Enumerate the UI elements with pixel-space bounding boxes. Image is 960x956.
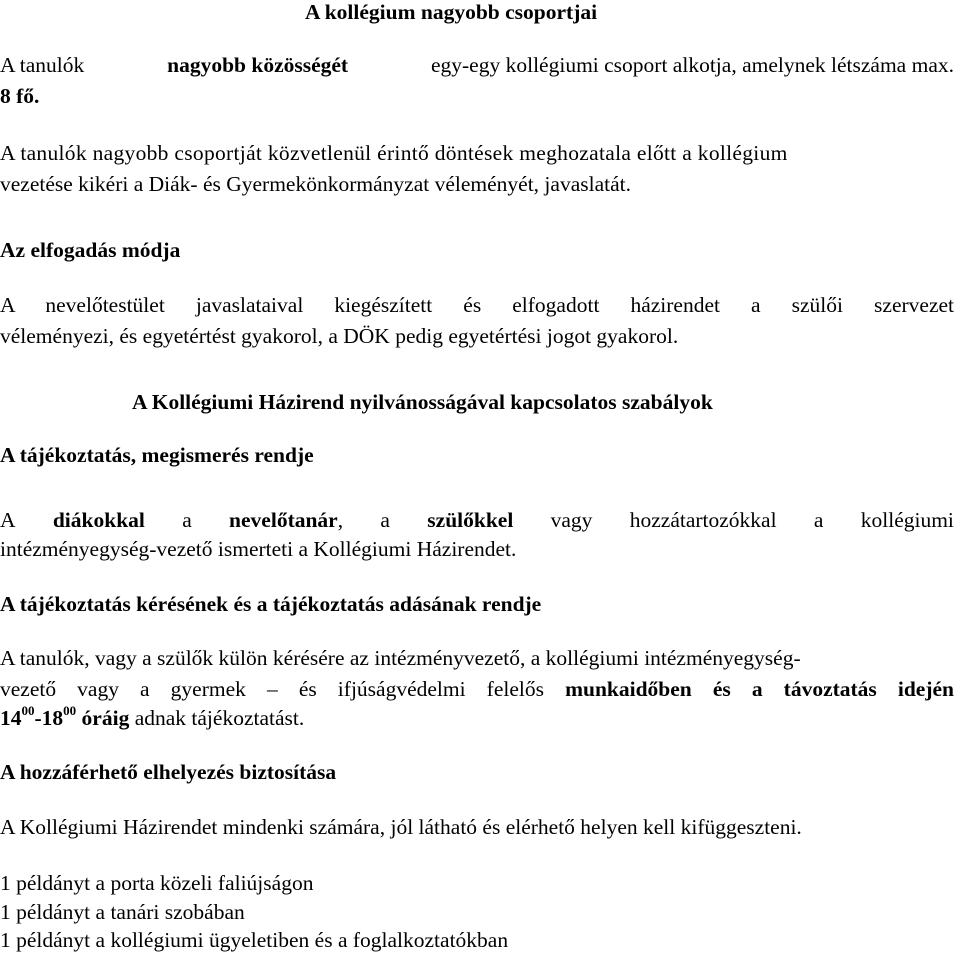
text: hozzátartozókkal — [629, 508, 777, 532]
heading-hozzaferheto: A hozzáférhető elhelyezés biztosítása — [0, 760, 337, 784]
text: a — [380, 508, 390, 532]
paragraph-line: vezetése kikéri a Diák- és Gyermekönkormányzat véleményét, javaslatát. — [0, 172, 631, 196]
text: kollégiumi — [860, 508, 954, 532]
text: vezető vagy a gyermek – és ifjúságvédelmi felelős — [0, 677, 544, 701]
bold-text: nagyobb közösségét — [167, 53, 349, 77]
text: adnak tájékoztatást. — [129, 706, 305, 730]
heading-tajekoztatas-keres: A tájékoztatás kérésének és a tájékoztatás adásának rendje — [0, 592, 542, 616]
text: A — [0, 508, 16, 532]
bold-text: szülőkkel — [427, 508, 514, 532]
bold-text: munkaidőben és a távoztatás idején — [565, 677, 955, 701]
bold-text: -18 — [34, 706, 64, 730]
bold-text: diákokkal — [52, 508, 145, 532]
paragraph-line — [0, 138, 954, 169]
superscript: 00 — [63, 702, 77, 718]
bold-text: óráig — [76, 706, 130, 730]
list-item: 1 példányt a tanári szobában — [0, 900, 245, 924]
text: A tanulók nagyobb csoportját közvetlenül érintő döntések meghozatala előtt a kollégium — [0, 141, 788, 165]
paragraph-line: intézményegység-vezető ismerteti a Kollégiumi Házirendet. — [0, 537, 517, 561]
paragraph-line: A nevelőtestület javaslataival kiegészített és elfogadott házirendet a szülői szervezet — [0, 293, 954, 317]
text: egy-egy kollégiumi csoport alkotja, amelynek létszáma max. — [430, 53, 954, 77]
paragraph-line: A Kollégiumi Házirendet mindenki számára, jól látható és elérhető helyen kell kifüggeszteni. — [0, 815, 802, 839]
heading-nyilvanossag: A Kollégiumi Házirend nyilvánosságával kapcsolatos szabályok — [132, 390, 713, 414]
paragraph-line — [0, 674, 954, 705]
text: vagy — [550, 508, 593, 532]
text-group — [229, 505, 343, 536]
heading-tajekoztatas-megismeres: A tájékoztatás, megismerés rendje — [0, 443, 314, 467]
superscript: 00 — [21, 702, 35, 718]
list-item: 1 példányt a kollégiumi ügyeletiben és a foglalkoztatókban — [0, 928, 509, 952]
list-item: 1 példányt a porta közeli faliújságon — [0, 871, 314, 895]
paragraph-line: véleményezi, és egyetértést gyakorol, a DÖK pedig egyetértési jogot gyakorol. — [0, 324, 679, 348]
text: a — [813, 508, 824, 532]
text: A tanulók — [0, 53, 85, 77]
heading-kollegium-csoportjai: A kollégium nagyobb csoportjai — [305, 0, 598, 24]
paragraph-line — [0, 505, 954, 536]
bold-text: 8 fő. — [0, 84, 40, 108]
paragraph-line — [0, 50, 954, 81]
paragraph-line — [0, 703, 304, 734]
text: a — [182, 508, 192, 532]
heading-elfogadas-modja: Az elfogadás módja — [0, 238, 181, 262]
bold-text: nevelőtanár — [229, 508, 338, 532]
bold-text: 14 — [0, 706, 22, 730]
text: , — [337, 508, 344, 532]
paragraph-line: A tanulók, vagy a szülők külön kérésére az intézményvezető, a kollégiumi intézményegység- — [0, 646, 801, 670]
